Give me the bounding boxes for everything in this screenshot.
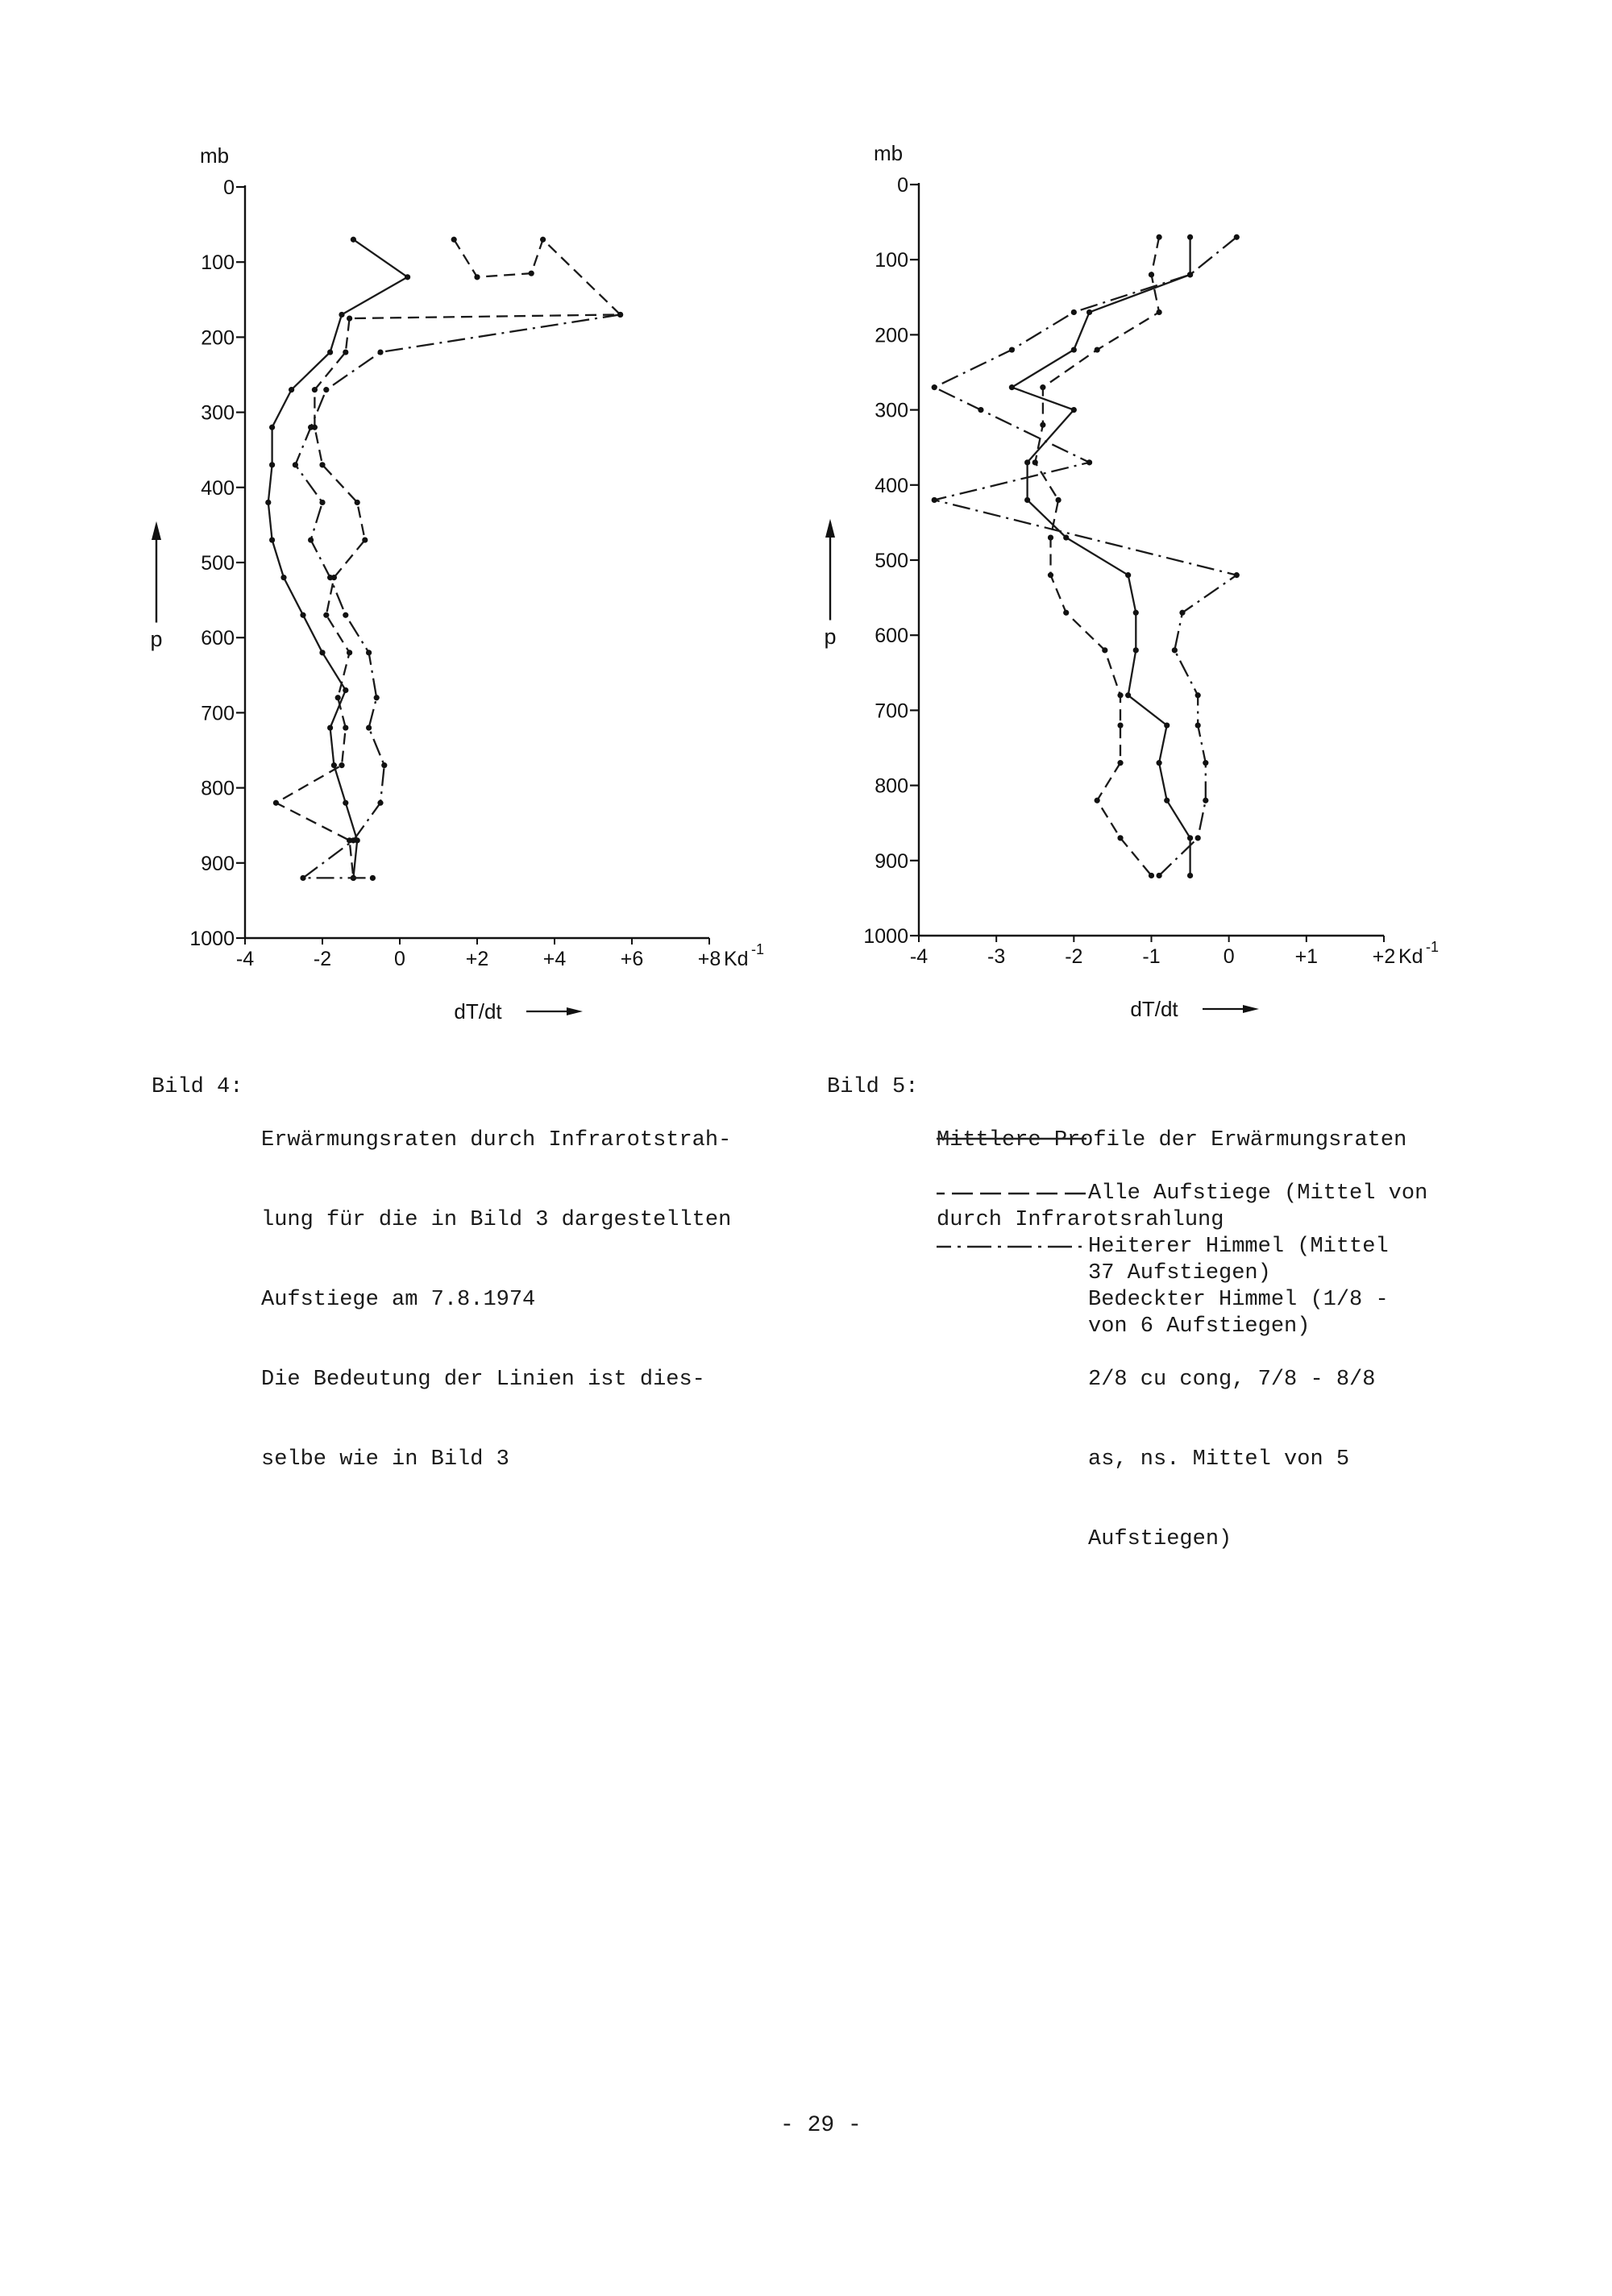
data-point: [366, 725, 372, 730]
data-point: [1009, 347, 1015, 352]
caption-bild5-line: Mittlere Profile der Erwärmungsraten: [937, 1128, 1407, 1152]
data-point: [1149, 873, 1154, 878]
data-point: [932, 497, 937, 503]
caption-bild4-line: Erwärmungsraten durch Infrarotstrah-: [261, 1128, 732, 1152]
y-tick-label: 400: [201, 476, 235, 500]
data-point: [1195, 692, 1201, 698]
data-point: [1117, 835, 1123, 841]
data-point: [269, 537, 275, 542]
data-point: [529, 271, 534, 276]
data-point: [300, 875, 305, 881]
y-tick-label: 100: [201, 251, 235, 275]
legend-text-line: 37 Aufstiegen): [1088, 1261, 1271, 1285]
data-point: [377, 800, 383, 806]
data-point: [1195, 835, 1201, 841]
y-tick-label: 700: [875, 700, 908, 723]
legend-text-line: Heiterer Himmel (Mittel: [1088, 1235, 1389, 1259]
data-point: [273, 800, 279, 806]
data-point: [1187, 235, 1193, 240]
y-tick-label: 800: [201, 777, 235, 800]
data-point: [1032, 459, 1038, 465]
data-point: [293, 462, 298, 467]
data-point: [1157, 309, 1162, 315]
data-point: [1117, 760, 1123, 766]
data-point: [327, 725, 333, 730]
x-unit-label: Kd: [1398, 945, 1423, 968]
data-point: [331, 762, 337, 768]
x-tick-label: +4: [542, 948, 567, 970]
legend-text-line: as, ns. Mittel von 5: [1088, 1447, 1350, 1472]
x-tick-label: +2: [465, 948, 489, 970]
data-point: [1063, 610, 1069, 616]
y-tick-label: 500: [875, 550, 908, 572]
data-point: [343, 800, 348, 806]
data-point: [335, 695, 341, 700]
data-point: [1164, 722, 1170, 728]
y-tick-label: 900: [201, 852, 235, 875]
y-axis-label: p: [824, 624, 837, 649]
y-tick-label: 300: [201, 401, 235, 425]
x-tick-label: +6: [620, 948, 644, 970]
y-tick-label: 800: [875, 774, 908, 798]
series-line-dashdot: [934, 237, 1236, 875]
x-tick-label: +8: [697, 948, 721, 970]
legend-label-dashdot: [1088, 1234, 1389, 1606]
data-point: [1048, 572, 1053, 578]
data-point: [319, 462, 325, 467]
data-point: [343, 349, 348, 355]
data-point: [269, 462, 275, 467]
data-point: [343, 725, 348, 730]
caption-bild5: [827, 1074, 1488, 1551]
data-point: [1086, 459, 1092, 465]
y-tick-label: 0: [223, 176, 235, 199]
data-point: [1056, 497, 1062, 503]
data-point: [327, 349, 333, 355]
data-point: [381, 762, 387, 768]
y-tick-label: 600: [875, 625, 908, 648]
caption-bild5-label: Bild 5:: [827, 1075, 919, 1099]
data-point: [1024, 459, 1030, 465]
data-point: [351, 237, 356, 243]
data-point: [540, 237, 546, 243]
data-point: [1187, 835, 1193, 841]
legend-text-line: Alle Aufstiege (Mittel von: [1088, 1181, 1428, 1206]
x-tick-label: -2: [313, 948, 332, 970]
x-tick-label: +2: [1372, 945, 1396, 968]
y-tick-label: 700: [201, 702, 235, 725]
series-line-dashed: [276, 239, 620, 878]
p-arrow-icon: [825, 519, 835, 538]
data-point: [1234, 235, 1240, 240]
data-point: [474, 274, 480, 280]
x-tick-label: -2: [1065, 945, 1083, 968]
chart-bild5: [806, 0, 1612, 1048]
y-tick-label: 600: [201, 627, 235, 650]
data-point: [1063, 534, 1069, 540]
x-tick-label: -1: [1142, 945, 1161, 968]
x-axis-label: dT/dt: [454, 999, 502, 1023]
legend-text-line: Bedeckter Himmel (1/8 -: [1088, 1288, 1389, 1312]
legend-text-line: 2/8 cu cong, 7/8 - 8/8: [1088, 1368, 1376, 1392]
data-point: [1086, 309, 1092, 315]
data-point: [1133, 647, 1139, 653]
data-point: [1040, 384, 1045, 390]
caption-bild4-label: Bild 4:: [152, 1075, 243, 1099]
x-tick-label: 0: [394, 948, 405, 970]
data-point: [300, 612, 305, 618]
legend-text-line: von 6 Aufstiegen): [1088, 1314, 1311, 1339]
y-tick-label: 1000: [863, 925, 908, 948]
data-point: [370, 875, 376, 881]
data-point: [1125, 572, 1131, 578]
legend-swatch-dashed: [937, 1181, 1090, 1207]
legend-text-line: Aufstiegen): [1088, 1527, 1232, 1551]
data-point: [366, 650, 372, 655]
data-point: [1187, 272, 1193, 277]
data-point: [280, 575, 286, 580]
data-point: [1172, 647, 1178, 653]
data-point: [347, 650, 352, 655]
data-point: [1071, 309, 1077, 315]
x-tick-label: 0: [1223, 945, 1235, 968]
x-tick-label: +1: [1294, 945, 1319, 968]
data-point: [1117, 692, 1123, 698]
data-point: [1157, 873, 1162, 878]
y-tick-label: 300: [875, 399, 908, 422]
y-tick-label: 200: [201, 326, 235, 350]
data-point: [1187, 873, 1193, 878]
data-point: [617, 312, 623, 318]
y-tick-label: 500: [201, 552, 235, 575]
y-tick-label: 1000: [189, 928, 235, 950]
chart-bild4: [0, 0, 806, 1048]
y-tick-label: 0: [897, 174, 908, 197]
data-point: [1149, 272, 1154, 277]
x-arrow-icon: [1243, 1005, 1259, 1013]
legend-swatch-dashdot: [937, 1234, 1090, 1260]
data-point: [374, 695, 380, 700]
y-tick-label: 100: [875, 249, 908, 272]
data-point: [319, 650, 325, 655]
data-point: [289, 387, 294, 392]
x-unit-exponent: -1: [751, 941, 765, 957]
x-axis-label: dT/dt: [1130, 997, 1178, 1021]
data-point: [308, 425, 314, 430]
series-line-solid: [268, 239, 408, 878]
data-point: [932, 384, 937, 390]
data-point: [1040, 422, 1045, 428]
y-tick-label: 200: [875, 324, 908, 347]
y-unit-label: mb: [199, 143, 230, 168]
data-point: [355, 500, 360, 505]
data-point: [1203, 798, 1208, 803]
data-point: [1179, 610, 1185, 616]
data-point: [978, 407, 983, 413]
data-point: [1157, 235, 1162, 240]
y-tick-label: 900: [875, 849, 908, 873]
data-point: [1048, 534, 1053, 540]
data-point: [343, 612, 348, 618]
data-point: [1203, 760, 1208, 766]
data-point: [323, 387, 329, 392]
caption-bild4-line: Aufstiege am 7.8.1974: [261, 1288, 536, 1312]
legend-swatch-solid: [937, 1127, 1090, 1154]
x-unit-exponent: -1: [1426, 939, 1440, 955]
data-point: [1133, 610, 1139, 616]
data-point: [1009, 384, 1015, 390]
data-point: [347, 316, 352, 322]
data-point: [1095, 347, 1100, 352]
data-point: [377, 349, 383, 355]
caption-bild4: [152, 1074, 796, 1472]
series-line-dashdot: [295, 314, 620, 878]
caption-bild4-line: Die Bedeutung der Linien ist dies-: [261, 1368, 705, 1392]
data-point: [1095, 798, 1100, 803]
data-point: [1125, 692, 1131, 698]
y-unit-label: mb: [873, 141, 904, 165]
data-point: [265, 500, 271, 505]
data-point: [312, 387, 318, 392]
data-point: [405, 274, 410, 280]
x-unit-label: Kd: [724, 948, 749, 970]
data-point: [1117, 722, 1123, 728]
caption-bild4-text: [261, 1074, 731, 1526]
caption-bild4-line: lung für die in Bild 3 dargestellten: [261, 1208, 732, 1232]
data-point: [351, 837, 356, 843]
x-arrow-icon: [567, 1007, 583, 1015]
caption-bild4-line: selbe wie in Bild 3: [261, 1447, 509, 1472]
data-point: [1024, 497, 1030, 503]
y-axis-label: p: [150, 626, 163, 651]
data-point: [1071, 407, 1077, 413]
data-point: [339, 312, 344, 318]
data-point: [1071, 347, 1077, 352]
data-point: [343, 687, 348, 693]
x-tick-label: -4: [235, 948, 255, 970]
data-point: [1234, 572, 1240, 578]
data-point: [451, 237, 457, 243]
data-point: [319, 500, 325, 505]
data-point: [362, 537, 368, 542]
data-point: [1195, 722, 1201, 728]
data-point: [1157, 760, 1162, 766]
page-number: - 29 -: [780, 2113, 862, 2138]
x-tick-label: -3: [987, 945, 1006, 968]
p-arrow-icon: [152, 521, 161, 540]
y-tick-label: 400: [875, 474, 908, 497]
data-point: [1102, 647, 1107, 653]
caption-bild5-line: durch Infrarotsrahlung: [937, 1208, 1224, 1232]
data-point: [1164, 798, 1170, 803]
x-tick-label: -4: [909, 945, 929, 968]
data-point: [269, 425, 275, 430]
data-point: [327, 575, 333, 580]
data-point: [323, 612, 329, 618]
data-point: [339, 762, 344, 768]
data-point: [308, 537, 314, 542]
